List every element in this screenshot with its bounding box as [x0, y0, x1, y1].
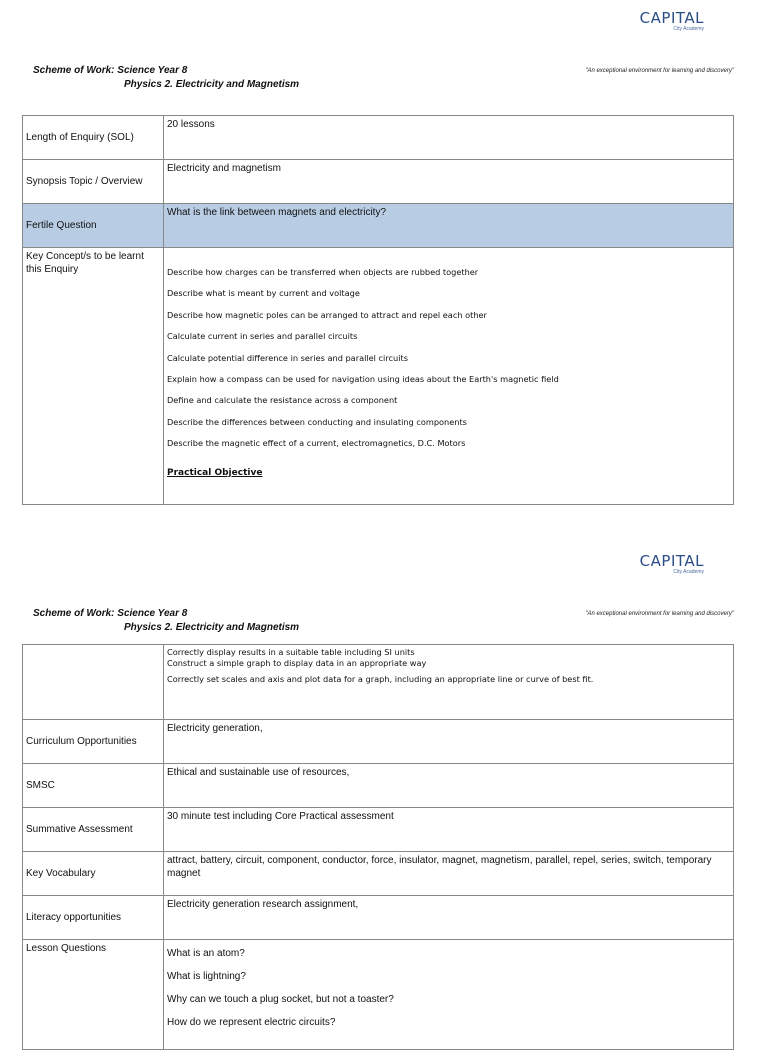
- table-row: [23, 764, 734, 808]
- doc-title-line1-page2: Scheme of Work: Science Year 8: [33, 608, 188, 619]
- fertile-question-value: What is the link between magnets and electricity?: [164, 204, 734, 248]
- list-item: What is lightning?: [167, 971, 246, 982]
- curriculum-value: Electricity generation,: [164, 720, 734, 764]
- list-item: Describe how charges can be transferred when objects are rubbed together: [167, 267, 479, 277]
- logo-subtitle: City Academy: [673, 26, 704, 32]
- length-label: Length of Enquiry (SOL): [23, 116, 164, 160]
- table-row: [23, 645, 734, 720]
- list-item: How do we represent electric circuits?: [167, 1017, 336, 1028]
- doc-title-line1: Scheme of Work: Science Year 8: [33, 65, 188, 76]
- skills-cell: [164, 645, 734, 720]
- logo-name: CAPITAL: [639, 9, 704, 27]
- list-item: Describe the differences between conducting and insulating components: [167, 416, 467, 427]
- table-row: [23, 204, 734, 248]
- scheme-table-page2: [22, 644, 734, 1050]
- key-concepts-list: [167, 262, 730, 455]
- synopsis-label: Synopsis Topic / Overview: [23, 160, 164, 204]
- school-tagline: "An exceptional environment for learning and discovery": [585, 68, 734, 74]
- practical-objective-heading: Practical Objective: [167, 467, 263, 478]
- lesson-questions-cell: [164, 940, 734, 1050]
- table-row: [23, 940, 734, 1050]
- doc-title-line2: Physics 2. Electricity and Magnetism: [124, 79, 300, 90]
- list-item: Describe what is meant by current and voltage: [167, 288, 360, 299]
- list-item: Calculate potential difference in series and parallel circuits: [167, 352, 408, 363]
- table-row: [23, 896, 734, 940]
- school-tagline-page2: "An exceptional environment for learning and discovery": [585, 611, 734, 617]
- list-item: Why can we touch a plug socket, but not a toaster?: [167, 994, 394, 1005]
- lesson-questions-label: Lesson Questions: [23, 940, 164, 1050]
- smsc-value: Ethical and sustainable use of resources,: [164, 764, 734, 808]
- logo-name: CAPITAL: [639, 552, 704, 570]
- table-row: [23, 248, 734, 505]
- skills-list: [167, 647, 730, 685]
- school-logo-page2: [600, 553, 704, 575]
- skills-label-empty: [23, 645, 164, 720]
- synopsis-value: Electricity and magnetism: [164, 160, 734, 204]
- scheme-table-page1: [22, 115, 734, 505]
- literacy-label: Literacy opportunities: [23, 896, 164, 940]
- list-item: Construct a simple graph to display data in an appropriate way: [167, 657, 427, 668]
- list-item: What is an atom?: [167, 948, 245, 959]
- curriculum-label: Curriculum Opportunities: [23, 720, 164, 764]
- list-item: Correctly set scales and axis and plot data for a graph, including an appropriate line or curve of best fit.: [167, 674, 594, 684]
- length-value: 20 lessons: [164, 116, 734, 160]
- fertile-question-label: Fertile Question: [23, 204, 164, 248]
- doc-title-line2-page2: Physics 2. Electricity and Magnetism: [124, 622, 300, 633]
- vocabulary-value: attract, battery, circuit, component, conductor, force, insulator, magnet, magnetism, parallel, repel, series, switch, temporary magnet: [164, 852, 734, 896]
- summative-value: 30 minute test including Core Practical assessment: [164, 808, 734, 852]
- logo-subtitle: City Academy: [673, 569, 704, 575]
- key-concepts-label: Key Concept/s to be learnt this Enquiry: [23, 248, 164, 505]
- vocabulary-label: Key Vocabulary: [23, 852, 164, 896]
- table-row: [23, 852, 734, 896]
- table-row: [23, 160, 734, 204]
- list-item: Describe how magnetic poles can be arranged to attract and repel each other: [167, 309, 487, 320]
- list-item: Calculate current in series and parallel circuits: [167, 331, 358, 342]
- summative-label: Summative Assessment: [23, 808, 164, 852]
- table-row: [23, 116, 734, 160]
- smsc-label: SMSC: [23, 764, 164, 808]
- school-logo: [600, 10, 704, 32]
- table-row: [23, 808, 734, 852]
- literacy-value: Electricity generation research assignment,: [164, 896, 734, 940]
- list-item: Correctly display results in a suitable table including SI units: [167, 647, 415, 657]
- list-item: Describe the magnetic effect of a current, electromagnetics, D.C. Motors: [167, 438, 466, 449]
- key-concepts-cell: [164, 248, 734, 505]
- lesson-questions-list: [167, 942, 730, 1034]
- table-row: [23, 720, 734, 764]
- list-item: Explain how a compass can be used for navigation using ideas about the Earth's magnetic field: [167, 374, 559, 385]
- list-item: Define and calculate the resistance across a component: [167, 395, 398, 406]
